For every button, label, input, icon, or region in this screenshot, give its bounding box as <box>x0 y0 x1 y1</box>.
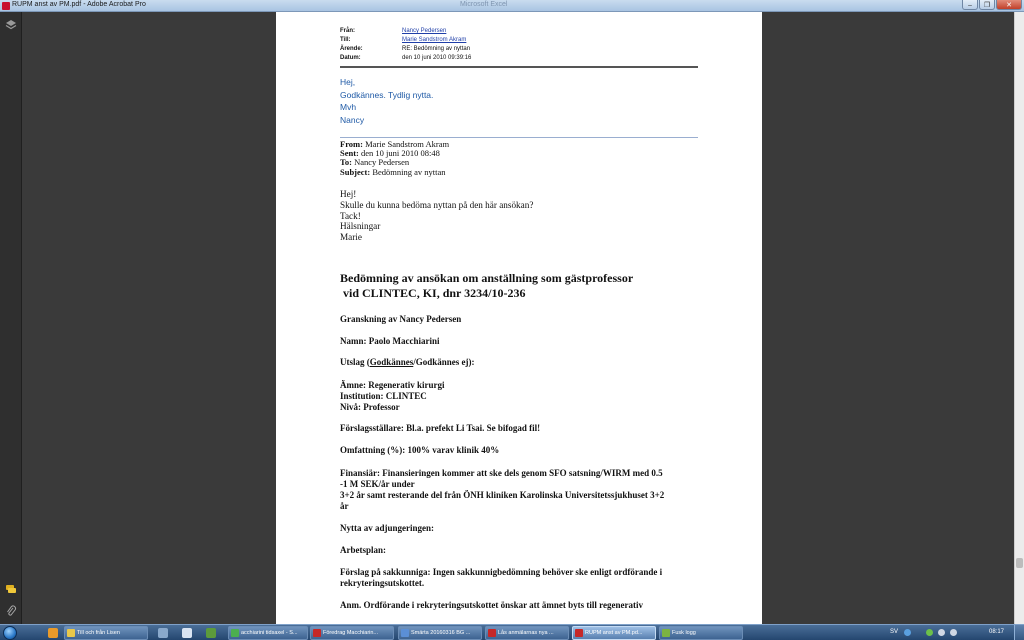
powerpoint-icon <box>313 629 321 637</box>
orig-from-value: Marie Sandstrom Akram <box>365 139 450 149</box>
help-icon[interactable] <box>904 629 911 636</box>
pdf-icon <box>575 629 583 637</box>
taskbar-item[interactable] <box>228 626 308 640</box>
arbetsplan-line: Arbetsplan: <box>340 545 387 555</box>
taskbar-item-label: Föredrag Macchiarin... <box>323 630 379 636</box>
reply-line: Mvh <box>340 102 357 112</box>
orig-sent-value: den 10 juni 2010 08:48 <box>361 148 440 159</box>
language-indicator[interactable]: SV <box>890 629 899 635</box>
header-divider <box>340 66 698 68</box>
finansiar-line-4: år <box>340 501 349 511</box>
taskbar-item-active[interactable] <box>572 626 656 640</box>
reply-divider <box>340 137 698 138</box>
comments-icon[interactable] <box>4 582 18 596</box>
taskbar-item-label: Lås anmälarnas nya ... <box>498 630 554 636</box>
to-label: Till: <box>340 37 351 43</box>
from-link[interactable]: Nancy Pedersen <box>402 28 447 34</box>
taskbar-item-label: RUPM anst av PM.pd... <box>585 630 643 636</box>
email-header <box>340 28 471 64</box>
chart-icon[interactable] <box>206 628 216 638</box>
orig-to-label: To: <box>340 157 352 168</box>
granskning-line: Granskning av Nancy Pedersen <box>340 314 462 324</box>
amne-line: Ämne: Regenerativ kirurgi <box>340 380 445 390</box>
nytta-line: Nytta av adjungeringen: <box>340 523 434 533</box>
subject-value: RE: Bedömning av nyttan <box>402 46 471 52</box>
subject-label: Ärende: <box>340 46 363 52</box>
from-label: Från: <box>340 28 355 34</box>
anm-line: Anm. Ordförande i rekryteringsutskottet önskar att ämnet byts till regenerativ <box>340 600 643 610</box>
pdf-page <box>276 12 762 624</box>
taskbar-item-label: Smärta 20160316 BG ... <box>411 630 471 636</box>
orig-subject-value: Bedömning av nyttan <box>372 166 446 177</box>
namn-line: Namn: Paolo Macchiarini <box>340 336 440 346</box>
scrollbar-thumb[interactable] <box>1016 558 1023 568</box>
navigation-pane <box>0 12 22 624</box>
clock[interactable]: 08:17 <box>988 629 1004 635</box>
body-line: Marie <box>340 232 362 243</box>
start-button[interactable] <box>3 626 17 640</box>
taskbar-item[interactable] <box>659 626 743 640</box>
taskbar-item[interactable] <box>398 626 482 640</box>
finansiar-line-2: -1 M SEK/år under <box>340 479 415 489</box>
taskbar-item-label: Fusk logg <box>672 630 696 636</box>
utslag-prefix: Utslag ( <box>340 357 370 367</box>
niva-line: Nivå: Professor <box>340 402 400 412</box>
folder-icon <box>67 629 75 637</box>
original-header <box>340 140 449 177</box>
utslag-line <box>340 357 700 368</box>
taskbar-item-label: Till och från Lisen <box>77 630 120 636</box>
taskbar <box>0 624 1024 640</box>
explorer-icon[interactable] <box>48 628 58 638</box>
background-window-title: Microsoft Excel <box>460 1 508 8</box>
pdf-icon <box>488 629 496 637</box>
utslag-suffix: /Godkännes ej): <box>413 357 475 367</box>
reply-line: Nancy <box>340 114 365 125</box>
orig-sent-label: Sent: <box>340 148 359 159</box>
body-line: Skulle du kunna bedöma nyttan på den här ansökan? <box>340 199 534 210</box>
document-heading: Bedömning av ansökan om anställning som gästprofessor vid CLINTEC, KI, dnr 3234/10-236 <box>340 271 634 300</box>
document-area[interactable] <box>23 12 1014 624</box>
sakkunniga-line-1: Förslag på sakkunniga: Ingen sakkunnigbedömning behöver ske enligt ordförande i <box>340 567 663 577</box>
show-desktop-button[interactable] <box>1014 625 1024 640</box>
date-value: den 10 juni 2010 09:39:16 <box>402 55 472 61</box>
to-link[interactable]: Marie Sandstrom Akram <box>402 37 467 43</box>
orig-subject-label: Subject: <box>340 166 371 177</box>
body-line: Hälsningar <box>340 221 381 232</box>
word-icon <box>401 629 409 637</box>
window-controls <box>962 0 1022 11</box>
taskbar-item[interactable] <box>64 626 148 640</box>
finansiar-line-3: 3+2 år samt resterande del från ÖNH kliniken Karolinska Universitetssjukhuset 3+2 <box>340 490 665 500</box>
taskbar-item[interactable] <box>310 626 394 640</box>
attachment-icon[interactable] <box>4 604 18 618</box>
system-tray <box>884 625 1024 640</box>
title-bar <box>0 0 1024 12</box>
layers-icon[interactable] <box>4 18 18 32</box>
volume-icon[interactable] <box>950 629 957 636</box>
forslagsstallare-line: Förslagsställare: Bl.a. prefekt Li Tsai. Se bifogad fil! <box>340 423 541 433</box>
body-line: Hej! <box>340 189 357 199</box>
vertical-scrollbar[interactable] <box>1014 12 1024 624</box>
search-icon[interactable] <box>158 628 168 638</box>
taskbar-item-label: acchiarini tidsaxel - S... <box>241 630 298 636</box>
reply-line: Godkännes. Tydlig nytta. <box>340 89 434 100</box>
orig-to-value: Nancy Pedersen <box>354 157 410 168</box>
mail-icon[interactable] <box>182 628 192 638</box>
window-title: RUPM anst av PM.pdf - Adobe Acrobat Pro <box>12 1 146 8</box>
orig-from-label: From: <box>340 139 363 149</box>
sakkunniga-line-2: rekryteringsutskottet. <box>340 578 425 588</box>
network-icon[interactable] <box>926 629 933 636</box>
acrobat-icon <box>2 2 10 10</box>
finansiar-line-1: Finansiär: Finansieringen kommer att ske dels genom SFO satsning/WIRM med 0.5 <box>340 468 663 478</box>
original-body <box>340 189 533 243</box>
body-line: Tack! <box>340 210 361 221</box>
reply-line: Hej, <box>340 77 356 87</box>
institution-line: Institution: CLINTEC <box>340 391 427 401</box>
signal-icon[interactable] <box>938 629 945 636</box>
utslag-underlined: Godkännes <box>369 357 414 367</box>
reply-body <box>340 76 433 126</box>
minimize-button[interactable]: ‒ <box>962 0 978 10</box>
date-label: Datum: <box>340 55 361 61</box>
restore-button[interactable]: ❐ <box>979 0 995 10</box>
close-button[interactable]: ✕ <box>996 0 1022 10</box>
notepad-icon <box>662 629 670 637</box>
taskbar-item[interactable] <box>485 626 569 640</box>
omfattning-line: Omfattning (%): 100% varav klinik 40% <box>340 445 500 455</box>
chrome-icon <box>231 629 239 637</box>
